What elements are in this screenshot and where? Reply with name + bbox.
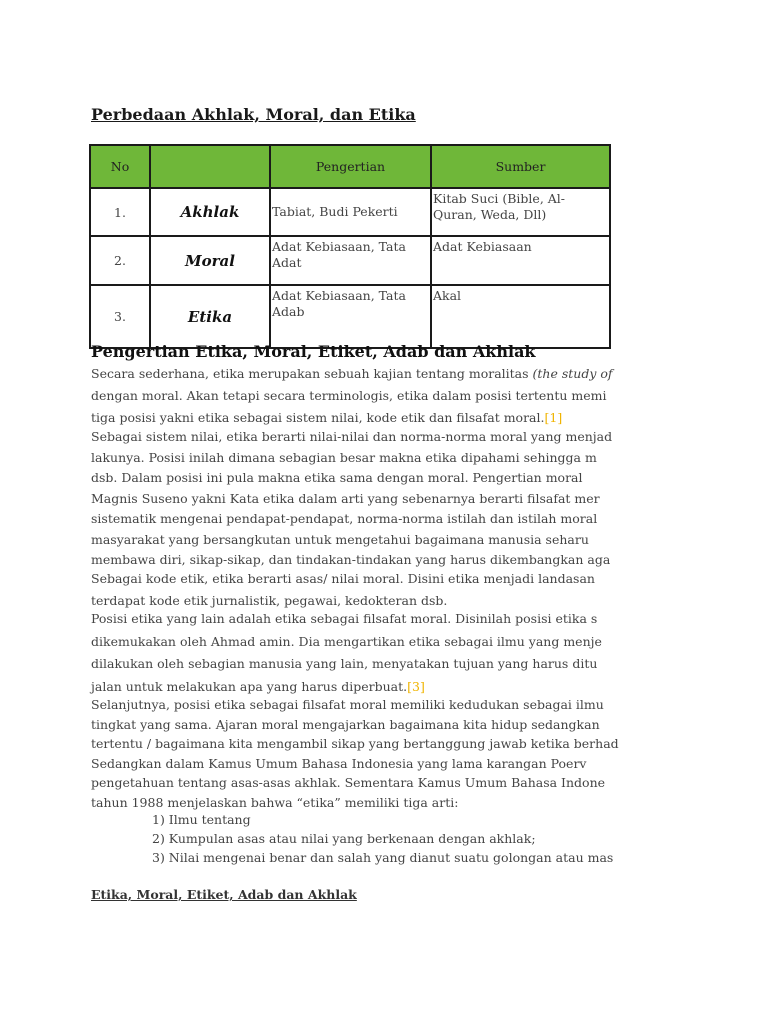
paragraph-line: jalan untuk melakukan apa yang harus diperbuat.[3] bbox=[91, 678, 425, 694]
table-row bbox=[90, 285, 610, 348]
row-definition: Adat Kebiasaan, Tata Adab bbox=[270, 285, 431, 348]
paragraph-line: pengetahuan tentang asas-asas akhlak. Sementara Kamus Umum Bahasa Indone bbox=[91, 775, 606, 790]
paragraph-line: Sebagai sistem nilai, etika berarti nilai-nilai dan norma-norma moral yang menjad bbox=[91, 429, 613, 444]
row-definition: Adat Kebiasaan, Tata Adat bbox=[270, 236, 431, 285]
paragraph-3 bbox=[91, 568, 751, 612]
row-source: Adat Kebiasaan bbox=[431, 236, 610, 285]
row-number: 3. bbox=[90, 285, 150, 348]
paragraph-4 bbox=[91, 608, 751, 698]
paragraph-line: dsb. Dalam posisi ini pula makna etika sama dengan moral. Pengertian moral bbox=[91, 470, 583, 485]
paragraph-line: tiga posisi yakni etika sebagai sistem nilai, kode etik dan filsafat moral.[1] bbox=[91, 410, 563, 425]
list-item: 3) Nilai mengenai benar dan salah yang dianut suatu golongan atau mas bbox=[152, 850, 614, 865]
header-source: Sumber bbox=[431, 145, 610, 188]
meaning-list bbox=[152, 810, 613, 867]
row-number: 2. bbox=[90, 236, 150, 285]
paragraph-line: dengan moral. Akan tetapi secara terminologis, etika dalam posisi tertentu memi bbox=[91, 388, 607, 403]
paragraph-line: terdapat kode etik jurnalistik, pegawai, kedokteran dsb. bbox=[91, 593, 448, 608]
paragraph-line: dilakukan oleh sebagian manusia yang lain, menyatakan tujuan yang harus ditu bbox=[91, 656, 598, 671]
document-title: Perbedaan Akhlak, Moral, dan Etika bbox=[91, 105, 416, 124]
paragraph-line: Secara sederhana, etika merupakan sebuah kajian tentang moralitas (the study of bbox=[91, 366, 613, 381]
comparison-table bbox=[89, 144, 611, 349]
paragraph-line: tertentu / bagaimana kita mengambil sikap yang bertanggung jawab ketika berhad bbox=[91, 736, 619, 751]
table-row bbox=[90, 236, 610, 285]
paragraph-line: tahun 1988 menjelaskan bahwa “etika” memiliki tiga arti: bbox=[91, 794, 459, 810]
header-term bbox=[150, 145, 270, 188]
paragraph-5 bbox=[91, 695, 751, 812]
paragraph-line: dikemukakan oleh Ahmad amin. Dia mengartikan etika sebagai ilmu yang menje bbox=[91, 633, 602, 649]
paragraph-line: lakunya. Posisi inilah dimana sebagian besar makna etika dipahami sehingga m bbox=[91, 449, 597, 465]
section-heading: Pengertian Etika, Moral, Etiket, Adab dan Akhlak bbox=[91, 342, 536, 361]
row-source: Kitab Suci (Bible, Al-Quran, Weda, Dll) bbox=[431, 188, 610, 236]
header-no: No bbox=[90, 145, 150, 188]
row-term: Etika bbox=[150, 285, 270, 348]
subsection-heading: Etika, Moral, Etiket, Adab dan Akhlak bbox=[91, 887, 357, 902]
list-item: 2) Kumpulan asas atau nilai yang berkenaan dengan akhlak; bbox=[152, 831, 536, 846]
paragraph-line: sistematik mengenai pendapat-pendapat, norma-norma istilah dan istilah moral bbox=[91, 511, 598, 526]
paragraph-line: tingkat yang sama. Ajaran moral mengajarkan bagaimana kita hidup sedangkan bbox=[91, 716, 600, 732]
footnote-link[interactable]: [1] bbox=[544, 410, 563, 425]
paragraph-line: Posisi etika yang lain adalah etika sebagai filsafat moral. Disinilah posisi etika s bbox=[91, 611, 598, 626]
paragraph-2 bbox=[91, 427, 751, 571]
paragraph-line: Selanjutnya, posisi etika sebagai filsafat moral memiliki kedudukan sebagai ilmu bbox=[91, 697, 604, 712]
paragraph-1 bbox=[91, 363, 751, 429]
table-row bbox=[90, 188, 610, 236]
row-number: 1. bbox=[90, 188, 150, 236]
row-term: Moral bbox=[150, 236, 270, 285]
table-header-row bbox=[90, 145, 610, 188]
paragraph-line: Magnis Suseno yakni Kata etika dalam arti yang sebenarnya berarti filsafat mer bbox=[91, 490, 600, 506]
paragraph-line: Sebagai kode etik, etika berarti asas/ nilai moral. Disini etika menjadi landasan bbox=[91, 571, 595, 586]
footnote-link[interactable]: [3] bbox=[407, 678, 425, 694]
row-definition: Tabiat, Budi Pekerti bbox=[270, 188, 431, 236]
paragraph-line: masyarakat yang bersangkutan untuk mengetahui bagaimana manusia seharu bbox=[91, 531, 589, 547]
paragraph-line: membawa diri, sikap-sikap, dan tindakan-tindakan yang harus dikembangkan aga bbox=[91, 552, 611, 567]
header-definition: Pengertian bbox=[270, 145, 431, 188]
paragraph-line: Sedangkan dalam Kamus Umum Bahasa Indonesia yang lama karangan Poerv bbox=[91, 755, 587, 771]
row-source: Akal bbox=[431, 285, 610, 348]
list-item: 1) Ilmu tentang bbox=[152, 812, 251, 827]
row-term: Akhlak bbox=[150, 188, 270, 236]
